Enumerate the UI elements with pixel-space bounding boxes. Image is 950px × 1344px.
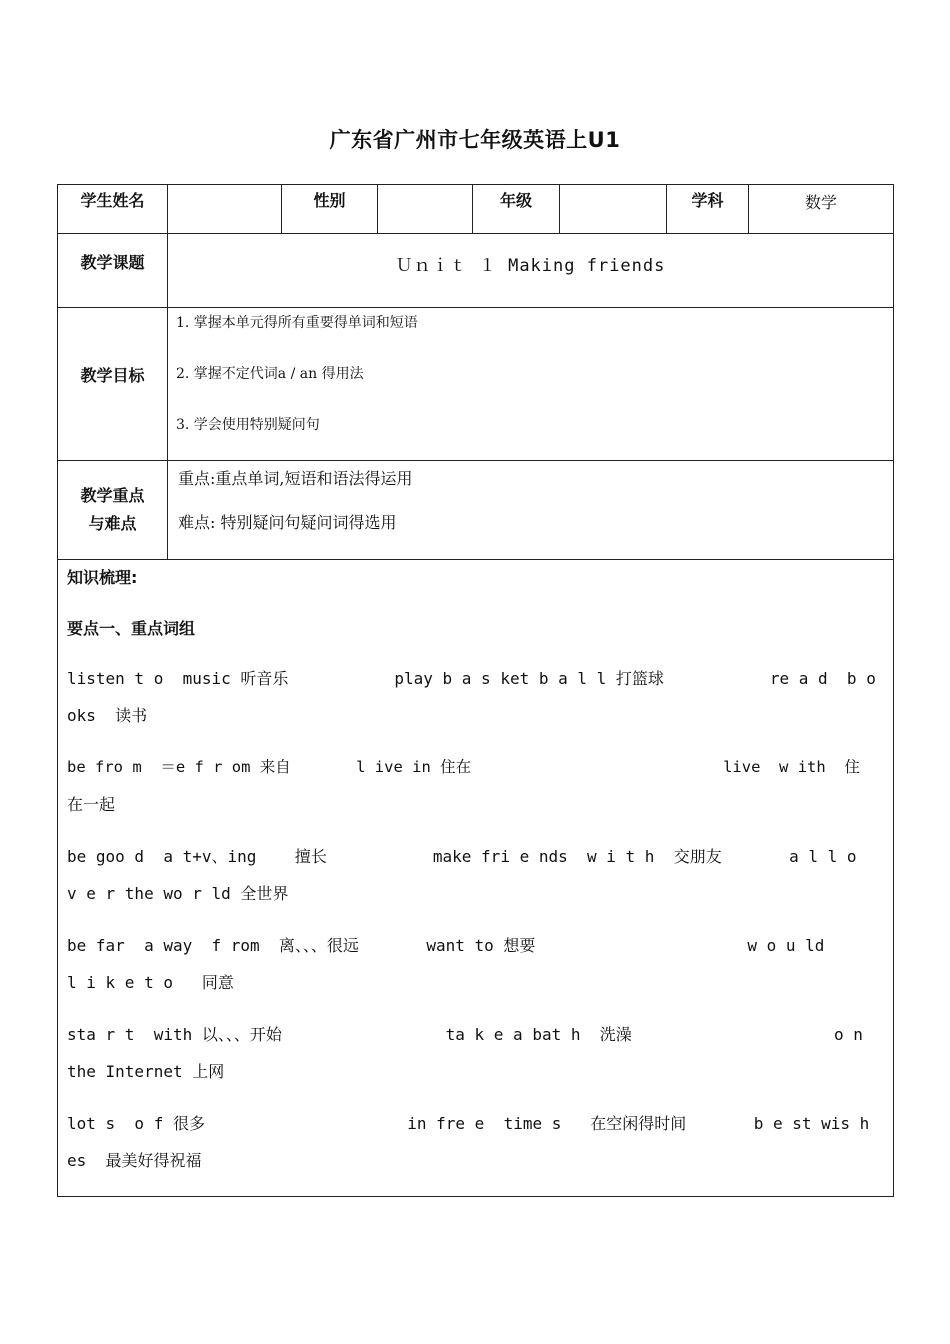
difficulty-text: 难点: 特别疑问句疑问词得选用 [178,513,397,532]
student-name-field[interactable] [168,185,281,233]
table-border-right [893,184,894,1197]
table-divider [57,307,894,308]
gender-field[interactable] [378,185,472,233]
subject-value: 数学 [804,192,837,212]
goal-item-2: 2. 掌握不定代词a / an 得用法 [176,366,364,382]
phrase-line: oks 读书 [67,706,148,725]
knowledge-heading: 知识梳理: [67,568,138,587]
key-points-label [58,461,167,559]
student-name-label: 学生姓名 [80,191,145,210]
phrase-line: be far a way f rom 离、、、很远 want to 想要 w o u ld [67,936,825,955]
phrase-line: l i k e t o 同意 [67,973,234,992]
phrase-line: be fro m ＝e f r om 来自 l ive in 住在 live w ith 住 [67,758,860,776]
key-point-text: 重点:重点单词,短语和语法得运用 [178,469,413,488]
phrase-line: lot s o f 很多 in fre e time s 在空闲得时间 b e st wis h [67,1114,870,1133]
key-points-label-line1: 教学重点 [80,486,145,505]
phrase-line: es 最美好得祝福 [67,1151,202,1170]
topic-label: 教学课题 [80,253,145,272]
goal-item-1: 1. 掌握本单元得所有重要得单词和短语 [176,315,418,331]
grade-field[interactable] [560,185,666,233]
topic-value: Ｕｎｉｔ １ Making friends [395,255,666,276]
page-title: 广东省广州市七年级英语上U1 [329,128,621,152]
phrase-line: be goo d a t+v、ing 擅长 make fri e nds w i t h 交朋友 a l l o [67,847,857,866]
phrase-line: v e r the wo r ld 全世界 [67,884,289,903]
phrase-line: sta r t with 以、、、开始 ta k e a bat h 洗澡 o n [67,1025,863,1044]
section-heading: 要点一、重点词组 [67,619,196,638]
goals-label: 教学目标 [80,366,145,385]
phrase-line: listen t o music 听音乐 play b a s ket b a l l 打篮球 re a d b o [67,669,876,688]
phrase-line: the Internet 上网 [67,1062,225,1081]
phrase-line: 在一起 [67,795,116,814]
key-points-label-line2: 与难点 [88,514,137,533]
table-divider [57,460,894,461]
table-border-bottom [57,1196,894,1197]
table-divider [57,559,894,560]
subject-label: 学科 [691,191,724,210]
goal-item-3: 3. 学会使用特别疑问句 [176,417,320,433]
gender-label: 性别 [313,191,346,210]
grade-label: 年级 [499,191,532,210]
